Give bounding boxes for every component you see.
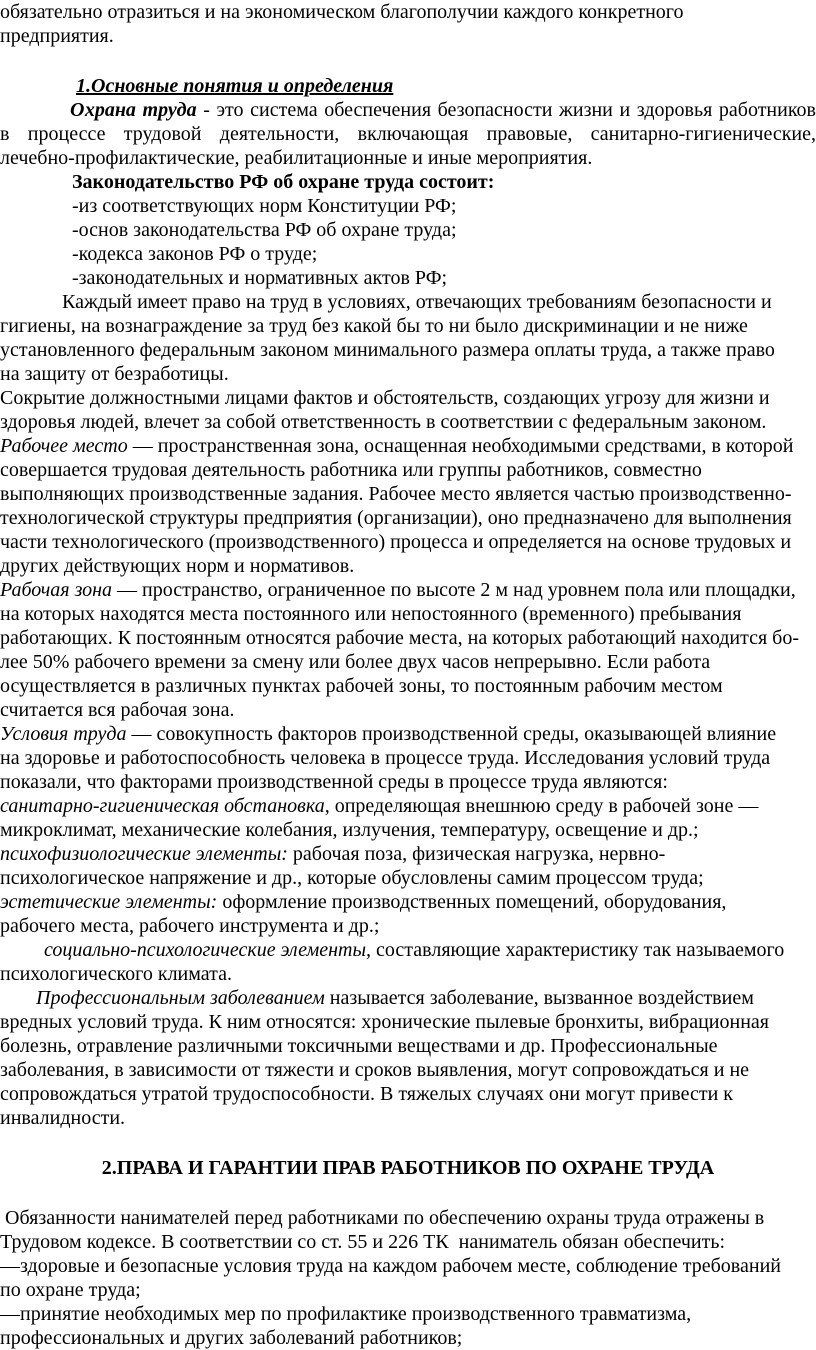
labor-protection-definition (0, 98, 816, 122)
labor-protection-text: - это система обеспечения безопасности жизни и здоровья работников (196, 99, 816, 121)
paragraph-line: технологической структуры предприятия (организации), оно предназначено для выполнения (0, 507, 792, 529)
factor-text: оформление производственных помещений, оборудования, (217, 891, 727, 913)
occupational-disease-term: Профессиональным заболеванием (36, 987, 325, 1009)
legislation-item: -основ законодательства РФ об охране труда; (72, 219, 457, 241)
work-conditions-definition (0, 722, 776, 746)
factor-term: санитарно-гигиеническая обстановка, (0, 795, 330, 817)
list-item-continuation: профессиональных и других заболеваний работников; (0, 1327, 463, 1349)
paragraph-line: Каждый имеет право на труд в условиях, отвечающих требованиям безопасности и (62, 291, 772, 313)
section-1-heading: 1.Основные понятия и определения (76, 75, 394, 97)
paragraph-line: Трудовом кодексе. В соответствии со ст. 55 и 226 ТК наниматель обязан обеспечить: (0, 1231, 726, 1253)
work-zone-term: Рабочая зона (0, 579, 113, 601)
paragraph-line: рабочего места, рабочего инструмента и др.; (0, 915, 380, 937)
factor-term: социально-психологические элементы, (44, 939, 372, 961)
paragraph-line: Сокрытие должностными лицами фактов и обстоятельств, создающих угрозу для жизни и (0, 387, 770, 409)
paragraph-line: Обязанности нанимателей перед работниками по обеспечению охраны труда отражены в (0, 1207, 765, 1229)
paragraph-line: в процессе трудовой деятельности, включающая правовые, санитарно-гигиенические, (0, 123, 816, 145)
factor-term: эстетические элементы: (0, 891, 218, 913)
factor-text: определяющая внешнюю среду в рабочей зоне — (329, 795, 759, 817)
factor-social (44, 938, 784, 962)
paragraph-line: осуществляется в различных пунктах рабочей зоны, то постоянным рабочим местом (0, 675, 723, 697)
paragraph-line: инвалидности. (0, 1107, 126, 1129)
paragraph-line: здоровья людей, влечет за собой ответственность в соответствии с федеральным законом. (0, 411, 767, 433)
workplace-term: Рабочее место (0, 435, 128, 457)
work-conditions-term: Условия труда (0, 723, 127, 745)
legislation-item: -из соответствующих норм Конституции РФ; (72, 195, 457, 217)
paragraph-line: психологического климата. (0, 963, 233, 985)
paragraph-line: на здоровье и работоспособность человека в процессе труда. Исследования условий труда (0, 747, 771, 769)
paragraph-line: работающих. К постоянным относятся рабочие места, на которых работающий находится бо- (0, 627, 800, 649)
factor-sanitary (0, 794, 758, 818)
paragraph-line: лечебно-профилактические, реабилитационные и иные мероприятия. (0, 147, 593, 169)
paragraph-line: выполняющих производственные задания. Рабочее место является частью производственно- (0, 483, 792, 505)
paragraph-line: вредных условий труда. К ним относятся: хронические пылевые бронхиты, вибрационная (0, 1011, 769, 1033)
paragraph-line: болезнь, отравление различными токсичными веществами и др. Профессиональные (0, 1035, 718, 1057)
factor-aesthetic (0, 890, 726, 914)
list-item: —принятие необходимых мер по профилактике производственного травматизма, (0, 1303, 692, 1325)
list-item: —здоровые и безопасные условия труда на каждом рабочем месте, соблюдение требований (0, 1255, 781, 1277)
work-zone-definition (0, 578, 796, 602)
factor-psycho (0, 842, 665, 866)
intro-line: предприятия. (0, 25, 114, 47)
paragraph-line: микроклимат, механические колебания, излучения, температуру, освещение и др.; (0, 819, 699, 841)
factor-text: составляющие характеристику так называемого (371, 939, 785, 961)
paragraph-line: считается вся рабочая зона. (0, 699, 235, 721)
paragraph-line: на защиту от безработицы. (0, 363, 229, 385)
paragraph-line: психологическое напряжение и др., которые обусловлены самим процессом труда; (0, 867, 704, 889)
paragraph-line: установленного федеральным законом минимального размера оплаты труда, а также право (0, 339, 775, 361)
paragraph-line: части технологического (производственного) процесса и определяется на основе трудовых и (0, 531, 792, 553)
work-zone-text: — пространство, ограниченное по высоте 2 м над уровнем пола или площадки, (112, 579, 796, 601)
occupational-disease-text: называется заболевание, вызванное воздействием (324, 987, 754, 1009)
section-2-heading: 2.ПРАВА И ГАРАНТИИ ПРАВ РАБОТНИКОВ ПО ОХРАНЕ ТРУДА (101, 1157, 715, 1179)
legislation-item: -законодательных и нормативных актов РФ; (72, 267, 448, 289)
paragraph-line: лее 50% рабочего времени за смену или более двух часов непрерывно. Если работа (0, 651, 711, 673)
intro-line: обязательно отразиться и на экономическом благополучии каждого конкретного (0, 1, 684, 23)
list-item-continuation: по охране труда; (0, 1279, 141, 1301)
paragraph-line: других действующих норм и нормативов. (0, 555, 355, 577)
paragraph-line: на которых находятся места постоянного или непостоянного (временного) пребывания (0, 603, 742, 625)
legislation-heading: Законодательство РФ об охране труда состоит: (72, 171, 495, 193)
work-conditions-text: — совокупность факторов производственной среды, оказывающей влияние (126, 723, 777, 745)
occupational-disease-definition (36, 986, 754, 1010)
paragraph-line: сопровождаться утратой трудоспособности. В тяжелых случаях они могут привести к (0, 1083, 733, 1105)
workplace-text: — пространственная зона, оснащенная необходимыми средствами, в которой (127, 435, 794, 457)
workplace-definition (0, 434, 794, 458)
factor-text: рабочая поза, физическая нагрузка, нервно- (287, 843, 666, 865)
labor-protection-term: Охрана труда (70, 99, 197, 121)
paragraph-line: показали, что факторами производственной среды в процессе труда являются: (0, 771, 668, 793)
factor-term: психофизиологические элементы: (0, 843, 288, 865)
paragraph-line: заболевания, в зависимости от тяжести и сроков выявления, могут сопровождаться и не (0, 1059, 750, 1081)
paragraph-line: гигиены, на вознаграждение за труд без какой бы то ни было дискриминации и не ниже (0, 315, 748, 337)
legislation-item: -кодекса законов РФ о труде; (72, 243, 318, 265)
paragraph-line: совершается трудовая деятельность работника или группы работников, совместно (0, 459, 702, 481)
